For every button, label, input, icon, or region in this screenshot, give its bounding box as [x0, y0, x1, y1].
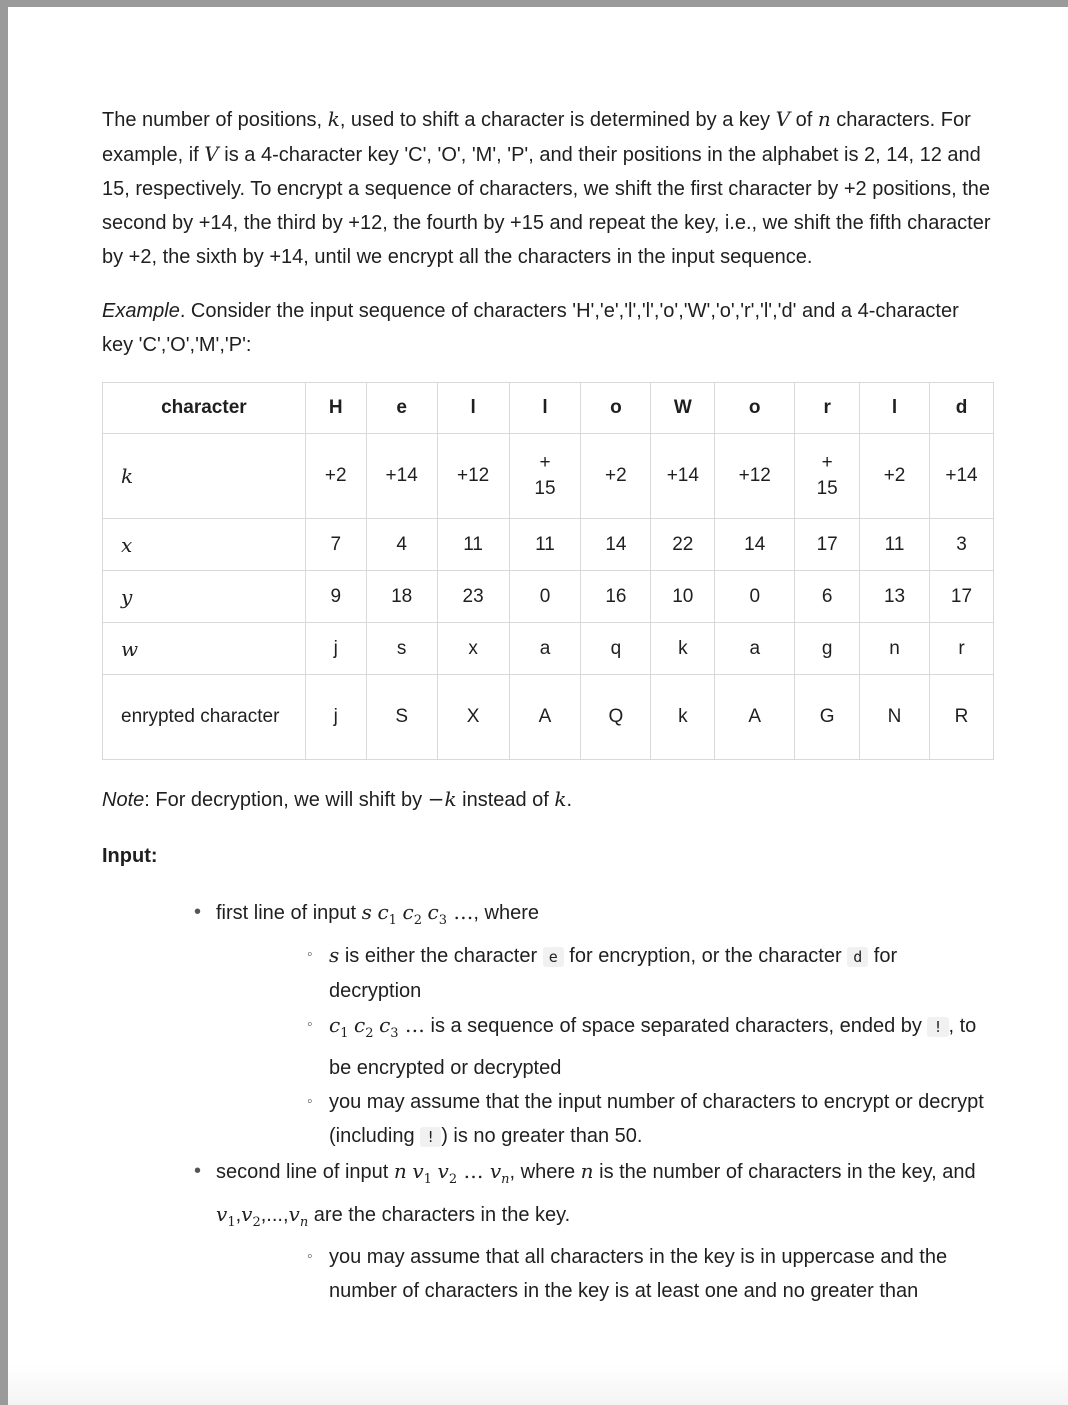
table-cell: 0 [715, 571, 795, 623]
list-item-sequence: ◦ $c_1$ $c_2$ $c_3$ … is a sequence of space separated characters, ended by ! , to be encrypted or decrypted [329, 1008, 994, 1085]
table-row [103, 519, 994, 571]
table-cell: k [651, 675, 715, 760]
table-column-header: H [305, 383, 366, 434]
table-cell: + 15 [509, 434, 581, 519]
table-column-header: d [930, 383, 994, 434]
table-cell: a [509, 623, 581, 675]
table-cell: S [366, 675, 437, 760]
table-row-label: k [103, 434, 306, 519]
table-cell: k [651, 623, 715, 675]
list-item-second-line: • second line of input n $v_1$ $v_2$ … $v_n$, where n is the number of characters in the key, and $v_1,v_2,...,v_n$ are the characters in the key. ◦ you may assume that all characters in the key is in uppercase and the number of characters in the key is at least one and no greater than [216, 1154, 994, 1308]
example-paragraph: Example. Consider the input sequence of characters 'H','e','l','l','o','W','o','r','l','d' and a 4-character key 'C','O','M','P': [102, 300, 959, 356]
table-cell: X [437, 675, 509, 760]
table-cell: 4 [366, 519, 437, 571]
table-cell: +14 [930, 434, 994, 519]
table-cell: r [930, 623, 994, 675]
example-table [102, 382, 994, 760]
code-d: d [847, 947, 868, 967]
table-column-header: o [715, 383, 795, 434]
table-cell: 7 [305, 519, 366, 571]
table-cell: 3 [930, 519, 994, 571]
table-cell: j [305, 675, 366, 760]
table-cell: +14 [366, 434, 437, 519]
table-column-header: e [366, 383, 437, 434]
document-content [102, 102, 994, 1308]
table-row [103, 571, 994, 623]
table-cell: A [509, 675, 581, 760]
table-cell: a [715, 623, 795, 675]
table-cell: 9 [305, 571, 366, 623]
table-row [103, 623, 994, 675]
table-cell: + 15 [795, 434, 860, 519]
table-row-label: enrypted character [103, 675, 306, 760]
table-cell: j [305, 623, 366, 675]
table-cell: 16 [581, 571, 651, 623]
code-bang: ! [927, 1017, 948, 1037]
table-column-header: l [509, 383, 581, 434]
table-row [103, 675, 994, 760]
intro-paragraph: The number of positions, k, used to shift a character is determined by a key V of n characters. For example, if V is a 4-character key 'C', 'O', 'M', 'P', and their positions in the alphabet is 2, 14, 12 and 15, respectively. To encrypt a sequence of characters, we shift the first character by +2 positions, the second by +14, the third by +12, the fourth by +15 and repeat the key, i.e., we shift the fifth character by +2, the sixth by +14, until we encrypt all the characters in the input sequence. [102, 107, 991, 268]
table-row [103, 434, 994, 519]
table-column-header: l [437, 383, 509, 434]
code-e: e [543, 947, 564, 967]
table-cell: 14 [581, 519, 651, 571]
first-line-sublist [329, 938, 994, 1154]
table-cell: 13 [860, 571, 930, 623]
table-cell: 10 [651, 571, 715, 623]
table-cell: 0 [509, 571, 581, 623]
table-header-label: character [103, 383, 306, 434]
table-cell: 11 [509, 519, 581, 571]
table-cell: 11 [437, 519, 509, 571]
list-item-mode: ◦ s is either the character e for encryption, or the character d for decryption [329, 938, 994, 1008]
table-row-label: x [103, 519, 306, 571]
page-bottom-fade [8, 1365, 1068, 1405]
table-column-header: W [651, 383, 715, 434]
table-cell: n [860, 623, 930, 675]
table-cell: +2 [581, 434, 651, 519]
table-cell: Q [581, 675, 651, 760]
table-cell: 14 [715, 519, 795, 571]
table-cell: G [795, 675, 860, 760]
table-row-label: y [103, 571, 306, 623]
table-cell: +2 [860, 434, 930, 519]
note-paragraph: Note: For decryption, we will shift by −k instead of k. [102, 787, 573, 811]
list-item-first-line: • first line of input s $c_1$ $c_2$ $c_3$ …, where ◦ s is either the character e for encryption, or the character d for decryption ◦ $c_1$ $c_2$ $c_3$ … is a sequence of space separated characters, ended by ! , to be encrypted or decrypted ◦ you may assume that the input number of characters to encrypt or decrypt (including ! ) is no greater than 50. [216, 895, 994, 1154]
table-column-header: l [860, 383, 930, 434]
table-cell: 23 [437, 571, 509, 623]
list-item-key-constraint: ◦ you may assume that all characters in the key is in uppercase and the number of characters in the key is at least one and no greater than [329, 1240, 994, 1308]
code-bang-2: ! [420, 1127, 441, 1147]
table-cell: 18 [366, 571, 437, 623]
table-cell: N [860, 675, 930, 760]
window-frame-top [0, 0, 1068, 7]
table-cell: 17 [795, 519, 860, 571]
table-cell: q [581, 623, 651, 675]
table-header-row [103, 383, 994, 434]
table-cell: 22 [651, 519, 715, 571]
table-cell: A [715, 675, 795, 760]
table-cell: R [930, 675, 994, 760]
table-cell: +14 [651, 434, 715, 519]
table-row-label: w [103, 623, 306, 675]
table-column-header: r [795, 383, 860, 434]
input-heading: Input: [102, 845, 158, 867]
table-cell: s [366, 623, 437, 675]
input-spec-list [216, 895, 994, 1308]
table-cell: g [795, 623, 860, 675]
table-cell: 11 [860, 519, 930, 571]
table-cell: x [437, 623, 509, 675]
table-cell: 17 [930, 571, 994, 623]
table-cell: 6 [795, 571, 860, 623]
table-column-header: o [581, 383, 651, 434]
second-line-sublist [329, 1240, 994, 1308]
window-frame-left [0, 0, 8, 1405]
table-cell: +12 [715, 434, 795, 519]
list-item-limit: ◦ you may assume that the input number of characters to encrypt or decrypt (including ! ) is no greater than 50. [329, 1085, 994, 1154]
table-cell: +2 [305, 434, 366, 519]
table-cell: +12 [437, 434, 509, 519]
